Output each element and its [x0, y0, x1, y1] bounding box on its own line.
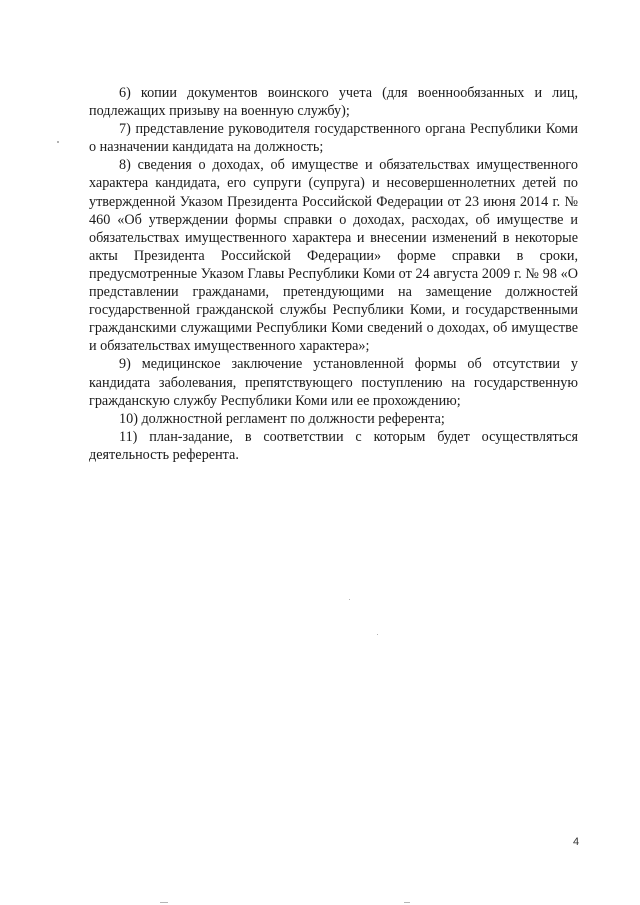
document-body — [89, 84, 578, 464]
scan-edge-mark — [404, 902, 410, 903]
scan-speck — [349, 599, 350, 600]
scan-speck — [377, 634, 378, 635]
paragraph-item-11: 11) план-задание, в соответствии с которым будет осуществляться деятельность референта. — [89, 428, 578, 463]
paragraph-item-8: 8) сведения о доходах, об имуществе и обязательствах имущественного характера кандидата, его супруги (супруга) и несовершеннолетних детей по утвержденной Указом Президента Российской Федерации от 23 июня 2014 г. № 460 «Об утверждении формы справки о доходах, расходах, об имуществе и обязательствах имущественного характера и внесении изменений в некоторые акты Президента Российской Федерации» форме справки в сроки, предусмотренные Указом Главы Республики Коми от 24 августа 2009 г. № 98 «О представлении гражданами, претендующими на замещение должностей государственной гражданской службы Республики Коми, и государственными гражданскими служащими Республики Коми сведений о доходах, об имуществе и обязательствах имущественного характера»; — [89, 157, 578, 355]
paragraph-item-7: 7) представление руководителя государственного органа Республики Коми о назначении кандидата на должность; — [89, 121, 578, 156]
scan-edge-mark — [160, 902, 168, 903]
paragraph-item-6: 6) копии документов воинского учета (для военнообязанных и лиц, подлежащих призыву на военную службу); — [89, 85, 578, 120]
page-number: 4 — [573, 836, 580, 848]
paragraph-item-9: 9) медицинское заключение установленной формы об отсутствии у кандидата заболевания, препятствующего поступлению на государственную гражданскую службу Республики Коми или ее прохождению; — [89, 356, 578, 409]
paragraph-item-10: 10) должностной регламент по должности референта; — [119, 410, 445, 427]
scan-speck — [57, 141, 59, 143]
